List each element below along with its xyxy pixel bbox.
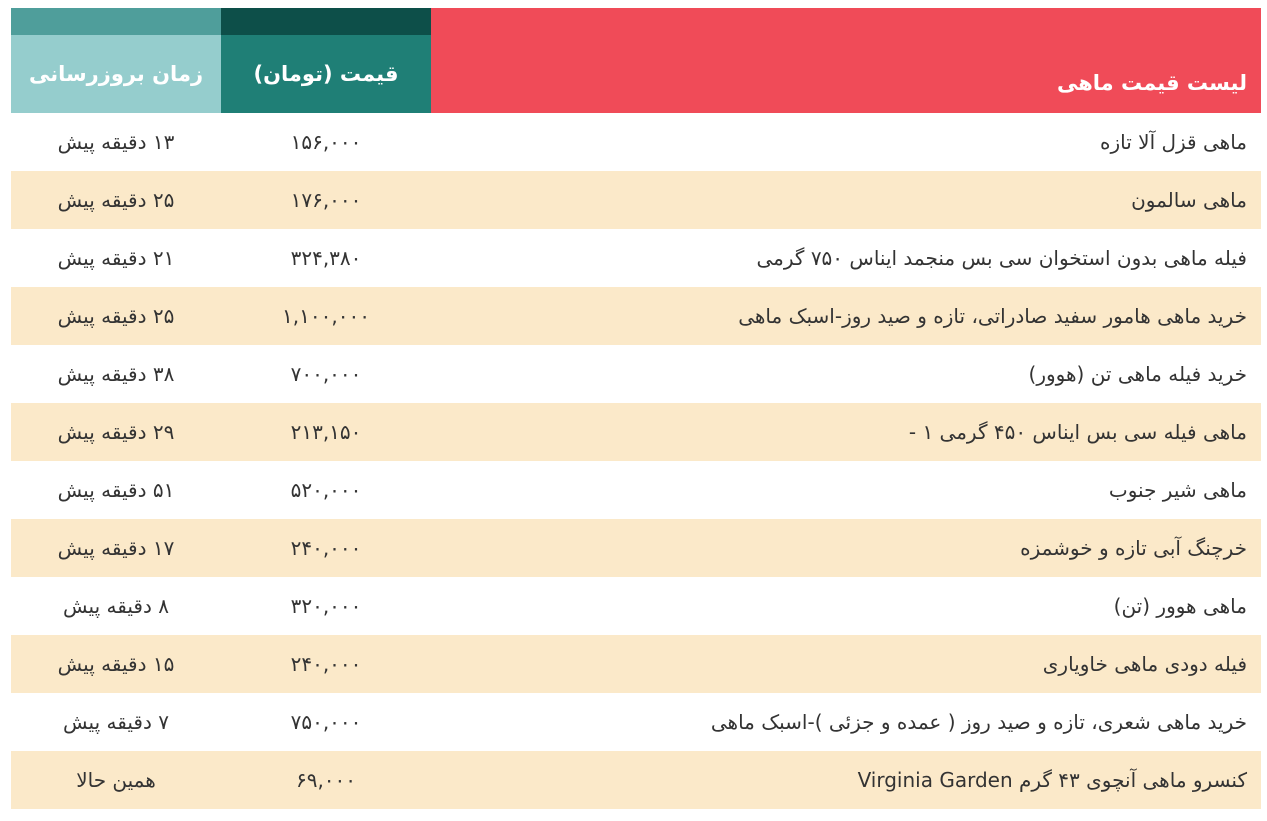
price-header-label: قیمت (تومان) xyxy=(221,35,431,113)
row-time: ۲۵ دقیقه پیش xyxy=(57,188,175,212)
row-product-name[interactable]: خرید ماهی شعری، تازه و صید روز ( عمده و جزئی )-اسبک ماهی xyxy=(710,710,1247,734)
row-price: ۲۴۰,۰۰۰ xyxy=(290,652,362,676)
price-table xyxy=(11,8,1261,809)
row-price: ۷۰۰,۰۰۰ xyxy=(290,362,362,386)
table-row xyxy=(11,635,1261,693)
row-price: ۷۵۰,۰۰۰ xyxy=(290,710,362,734)
row-product-name[interactable]: فیله دودی ماهی خاویاری xyxy=(1042,652,1247,676)
row-time: ۲۹ دقیقه پیش xyxy=(57,420,175,444)
row-time: ۵۱ دقیقه پیش xyxy=(57,478,175,502)
row-price: ۱۵۶,۰۰۰ xyxy=(290,130,362,154)
row-price: ۱۷۶,۰۰۰ xyxy=(290,188,362,212)
table-row xyxy=(11,519,1261,577)
table-row xyxy=(11,229,1261,287)
time-header-label: زمان بروزرسانی xyxy=(11,35,221,113)
table-row xyxy=(11,751,1261,809)
time-column-header xyxy=(11,8,221,113)
row-product-name[interactable]: ماهی هوور (تن) xyxy=(1113,594,1247,618)
price-column-header xyxy=(221,8,431,113)
price-header-strip xyxy=(221,8,431,35)
table-row xyxy=(11,577,1261,635)
row-product-name[interactable]: ماهی قزل آلا تازه xyxy=(1100,130,1247,154)
row-time: ۱۵ دقیقه پیش xyxy=(57,652,175,676)
row-time: ۷ دقیقه پیش xyxy=(63,710,169,734)
table-row xyxy=(11,287,1261,345)
table-title: لیست قیمت ماهی xyxy=(431,8,1261,113)
row-product-name[interactable]: خرید ماهی هامور سفید صادراتی، تازه و صید روز-اسبک ماهی xyxy=(738,304,1247,328)
table-row xyxy=(11,403,1261,461)
table-row xyxy=(11,693,1261,751)
row-product-name[interactable]: ماهی شیر جنوب xyxy=(1108,478,1247,502)
row-time: ۱۷ دقیقه پیش xyxy=(57,536,175,560)
row-time: ۳۸ دقیقه پیش xyxy=(57,362,175,386)
row-price: ۱,۱۰۰,۰۰۰ xyxy=(282,304,370,328)
table-header xyxy=(11,8,1261,113)
row-product-name[interactable]: فیله ماهی بدون استخوان سی بس منجمد ایناس ۷۵۰ گرمی xyxy=(756,246,1247,270)
table-body xyxy=(11,113,1261,809)
table-row xyxy=(11,461,1261,519)
row-price: ۲۴۰,۰۰۰ xyxy=(290,536,362,560)
row-price: ۳۲۰,۰۰۰ xyxy=(290,594,362,618)
row-product-name[interactable]: خرچنگ آبی تازه و خوشمزه xyxy=(1020,536,1247,560)
row-product-name[interactable]: خرید فیله ماهی تن (هوور) xyxy=(1028,362,1247,386)
row-price: ۵۲۰,۰۰۰ xyxy=(290,478,362,502)
table-row xyxy=(11,171,1261,229)
table-row xyxy=(11,113,1261,171)
row-time: همین حالا xyxy=(76,768,156,792)
row-time: ۱۳ دقیقه پیش xyxy=(57,130,175,154)
row-product-name[interactable]: کنسرو ماهی آنچوی ۴۳ گرم Virginia Garden xyxy=(857,768,1247,792)
time-header-strip xyxy=(11,8,221,35)
row-price: ۳۲۴,۳۸۰ xyxy=(290,246,362,270)
table-row xyxy=(11,345,1261,403)
row-time: ۸ دقیقه پیش xyxy=(63,594,169,618)
row-time: ۲۵ دقیقه پیش xyxy=(57,304,175,328)
row-product-name[interactable]: ماهی فیله سی بس ایناس ۴۵۰ گرمی ۱ - xyxy=(908,420,1247,444)
row-time: ۲۱ دقیقه پیش xyxy=(57,246,175,270)
row-product-name[interactable]: ماهی سالمون xyxy=(1131,188,1247,212)
row-price: ۲۱۳,۱۵۰ xyxy=(290,420,362,444)
row-price: ۶۹,۰۰۰ xyxy=(295,768,357,792)
